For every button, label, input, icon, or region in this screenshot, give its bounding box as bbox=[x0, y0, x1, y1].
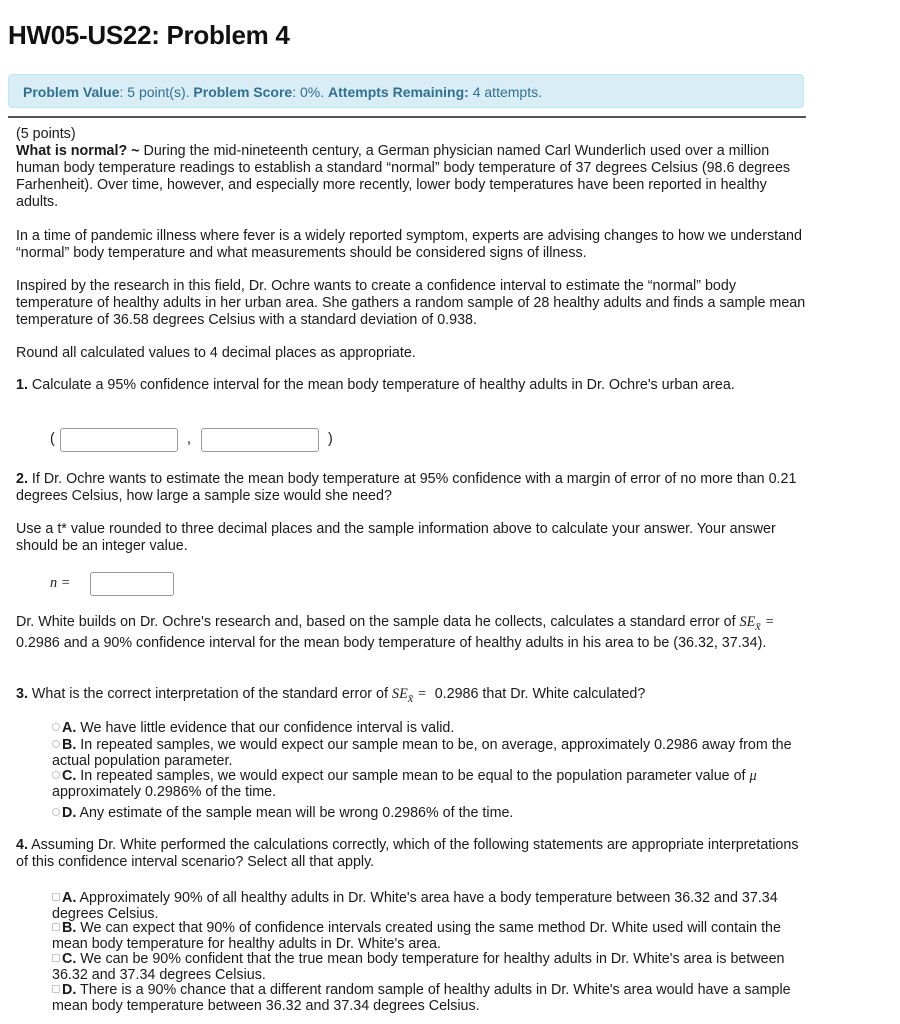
points-text: (5 points) bbox=[16, 126, 76, 142]
question-2-note: Use a t* value rounded to three decimal places and the sample information above to calculate your answer. Your answer should be an integer value. bbox=[16, 521, 776, 554]
intro-paragraph-2: In a time of pandemic illness where fever is a widely reported symptom, experts are advising changes to how we understand “normal” body temperature and what measurements should be considered signs of illness. bbox=[16, 228, 802, 261]
sample-size-label: n = bbox=[50, 575, 71, 591]
question-3 bbox=[16, 686, 806, 707]
intro-paragraph-1 bbox=[16, 126, 806, 211]
q3-option-c-radio[interactable] bbox=[52, 771, 60, 779]
question-1-text: Calculate a 95% confidence interval for the mean body temperature of healthy adults in Dr. Ochre's urban area. bbox=[31, 377, 735, 393]
q4-option-b[interactable]: B. We can expect that 90% of confidence intervals created using the same method Dr. White used will contain the mean body temperature for healthy adults in Dr. White's area. bbox=[52, 920, 781, 952]
intro-heading: What is normal? ~ bbox=[16, 143, 140, 159]
q4-option-c[interactable]: C. We can be 90% confident that the true mean body temperature for healthy adults in Dr. White's area is between 36.32 and 37.34 degrees Celsius. bbox=[52, 951, 785, 983]
interval-close-paren: ) bbox=[328, 431, 333, 447]
interval-comma: , bbox=[187, 431, 191, 447]
question-3-number: 3. bbox=[16, 686, 28, 702]
question-2 bbox=[16, 471, 806, 505]
q3-option-a[interactable]: A. We have little evidence that our confidence interval is valid. bbox=[52, 720, 806, 736]
question-4-number: 4. bbox=[16, 837, 28, 853]
rounding-instruction: Round all calculated values to 4 decimal places as appropriate. bbox=[16, 345, 416, 361]
q4-option-a[interactable]: A. Approximately 90% of all healthy adults in Dr. White's area have a body temperature between 36.32 and 37.34 degrees Celsius. bbox=[52, 890, 778, 922]
intro-paragraph-3: Inspired by the research in this field, Dr. Ochre wants to create a confidence interval to estimate the “normal” body temperature of healthy adults in her urban area. She gathers a random sample of 28 healthy adults and finds a sample mean temperature of 36.58 degrees Celsius with a standard deviation of 0.938. bbox=[16, 278, 806, 328]
q3-option-a-radio[interactable] bbox=[52, 723, 60, 731]
problem-score-label: Problem Score bbox=[193, 84, 293, 100]
se-symbol-q3: $SE_{x̄}$ bbox=[391, 686, 414, 705]
se-value-q3: 0.2986 bbox=[434, 686, 479, 702]
problem-info-box: Problem Value: 5 point(s). Problem Score: 0%. Attempts Remaining: 4 attempts. bbox=[8, 74, 804, 108]
problem-value: 5 point(s). bbox=[127, 84, 190, 100]
white-paragraph bbox=[16, 614, 806, 652]
q3-option-d[interactable]: D. Any estimate of the sample mean will be wrong 0.2986% of the time. bbox=[52, 805, 806, 821]
se-equals: = bbox=[764, 614, 775, 630]
question-3-text-b: that Dr. White calculated? bbox=[482, 686, 646, 702]
q4-option-a-checkbox[interactable] bbox=[52, 893, 60, 901]
q4-option-c-checkbox[interactable] bbox=[52, 954, 60, 962]
attempts-label: Attempts Remaining: bbox=[328, 84, 469, 100]
intro-text-1: During the mid-nineteenth century, a German physician named Carl Wunderlich used over a million human body temperature readings to establish a standard “normal” body temperature of 37 degrees Celsius (98.6 degrees Farhenheit). Over time, however, and especially more recently, lower body temperatures have been reported in healthy adults. bbox=[16, 143, 791, 210]
page-title: HW05-US22: Problem 4 bbox=[8, 20, 290, 50]
question-4 bbox=[16, 837, 806, 871]
white-text-a: Dr. White builds on Dr. Ochre's research and, based on the sample data he collects, calculates a standard error of bbox=[16, 614, 736, 630]
ci-upper-input[interactable] bbox=[201, 428, 319, 452]
question-1-number: 1. bbox=[16, 377, 28, 393]
q3-option-d-radio[interactable] bbox=[52, 808, 60, 816]
q4-option-b-checkbox[interactable] bbox=[52, 923, 60, 931]
mu-symbol: μ bbox=[749, 768, 757, 784]
q3-option-c[interactable]: C. In repeated samples, we would expect our sample mean to be equal to the population parameter value of μ approximately 0.2986% of the time. bbox=[52, 768, 757, 800]
question-1 bbox=[16, 377, 806, 394]
question-2-number: 2. bbox=[16, 471, 28, 487]
q3-option-b-radio[interactable] bbox=[52, 740, 60, 748]
ci-lower-input[interactable] bbox=[60, 428, 178, 452]
problem-value-label: Problem Value bbox=[23, 84, 120, 100]
attempts-remaining: 4 attempts. bbox=[472, 84, 542, 100]
white-text-b: and a 90% confidence interval for the mean body temperature of healthy adults in his area to be (36.32, 37.34). bbox=[63, 634, 767, 651]
se-equals-q3: = bbox=[417, 686, 427, 702]
interval-open-paren: ( bbox=[50, 431, 55, 447]
question-4-text: Assuming Dr. White performed the calculations correctly, which of the following statements are appropriate interpretations of this confidence interval scenario? Select all that apply. bbox=[16, 837, 799, 870]
question-3-text-a: What is the correct interpretation of the standard error of bbox=[31, 686, 388, 702]
question-2-text: If Dr. Ochre wants to estimate the mean body temperature at 95% confidence with a margin of error of no more than 0.21 degrees Celsius, how large a sample size would she need? bbox=[16, 471, 797, 504]
sample-size-input[interactable] bbox=[90, 572, 174, 596]
q3-option-b[interactable]: B. In repeated samples, we would expect our sample mean to be, on average, approximately 0.2986 away from the actual population parameter. bbox=[52, 737, 792, 769]
se-value: 0.2986 bbox=[16, 634, 60, 651]
problem-score: 0%. bbox=[300, 84, 325, 100]
q4-option-d-checkbox[interactable] bbox=[52, 985, 60, 993]
q4-option-d[interactable]: D. There is a 90% chance that a different random sample of healthy adults in Dr. White's area would have a sample mean body temperature between 36.32 and 37.34 degrees Celsius. bbox=[52, 982, 791, 1014]
se-symbol: $SE_{x̄}$ bbox=[739, 614, 761, 633]
divider bbox=[8, 116, 806, 118]
